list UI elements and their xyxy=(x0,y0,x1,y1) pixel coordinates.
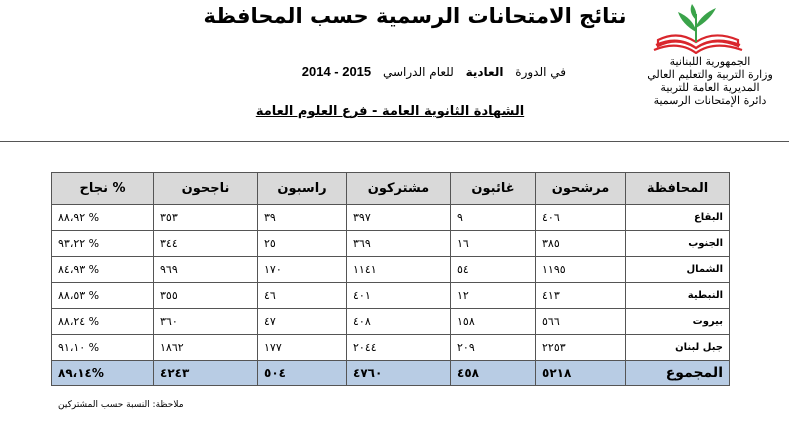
cell-governorate: جبل لبنان xyxy=(626,335,730,361)
org-line-ministry: وزارة التربية والتعليم العالي xyxy=(647,68,773,81)
cell-absent: ١٥٨ xyxy=(451,309,536,335)
table-header-row xyxy=(52,173,730,205)
cell-failed: ٤٧ xyxy=(258,309,347,335)
cell-total-label: المجموع xyxy=(626,361,730,386)
cell-passed: ٣٤٤ xyxy=(154,231,258,257)
table-row xyxy=(52,257,730,283)
organization-block xyxy=(640,55,780,125)
cell-participants: ٤٠١ xyxy=(347,283,451,309)
page-title: نتائج الامتحانات الرسمية حسب المحافظة xyxy=(203,4,627,28)
cell-total-passed: ٤٢٤٣ xyxy=(154,361,258,386)
table-row xyxy=(52,205,730,231)
cell-participants: ٢٠٤٤ xyxy=(347,335,451,361)
table-row xyxy=(52,335,730,361)
cell-failed: ٢٥ xyxy=(258,231,347,257)
footnote: ملاحظة: النسبة حسب المشتركين xyxy=(58,400,184,410)
org-line-republic: الجمهورية اللبنانية xyxy=(669,55,751,68)
cell-pass-rate: % ٨٨،٥٣ xyxy=(52,283,154,309)
cell-total-failed: ٥٠٤ xyxy=(258,361,347,386)
cell-absent: ١٦ xyxy=(451,231,536,257)
table-row xyxy=(52,283,730,309)
col-passed: ناجحون xyxy=(154,173,258,205)
col-pass-rate: % نجاح xyxy=(52,173,154,205)
cell-governorate: البقاع xyxy=(626,205,730,231)
col-governorate: المحافظة xyxy=(626,173,730,205)
cell-candidates: ٤٠٦ xyxy=(536,205,626,231)
cell-passed: ٣٦٠ xyxy=(154,309,258,335)
cell-candidates: ٥٦٦ xyxy=(536,309,626,335)
col-absent: غائبون xyxy=(451,173,536,205)
cell-governorate: الجنوب xyxy=(626,231,730,257)
session-prefix: في الدورة xyxy=(515,65,566,79)
cell-pass-rate: % ٨٨،٩٢ xyxy=(52,205,154,231)
cell-total-participants: ٤٧٦٠ xyxy=(347,361,451,386)
cell-failed: ١٧٠ xyxy=(258,257,347,283)
cell-governorate: الشمال xyxy=(626,257,730,283)
cell-candidates: ٤١٣ xyxy=(536,283,626,309)
total-row xyxy=(52,361,730,386)
ministry-logo xyxy=(652,4,744,54)
cell-total-pass-rate: %٨٩،١٤ xyxy=(52,361,154,386)
academic-year: 2014 - 2015 xyxy=(301,64,372,79)
cell-participants: ٤٠٨ xyxy=(347,309,451,335)
table-row xyxy=(52,309,730,335)
session-line xyxy=(250,64,570,82)
cell-candidates: ٢٢٥٣ xyxy=(536,335,626,361)
col-candidates: مرشحون xyxy=(536,173,626,205)
cell-passed: ٩٦٩ xyxy=(154,257,258,283)
cell-failed: ١٧٧ xyxy=(258,335,347,361)
cell-absent: ٢٠٩ xyxy=(451,335,536,361)
cell-candidates: ١١٩٥ xyxy=(536,257,626,283)
cell-absent: ١٢ xyxy=(451,283,536,309)
cell-governorate: النبطية xyxy=(626,283,730,309)
cell-absent: ٩ xyxy=(451,205,536,231)
org-line-department: دائرة الإمتحانات الرسمية xyxy=(653,94,767,107)
cell-participants: ٣٩٧ xyxy=(347,205,451,231)
cell-absent: ٥٤ xyxy=(451,257,536,283)
cell-participants: ١١٤١ xyxy=(347,257,451,283)
cell-pass-rate: % ٩١،١٠ xyxy=(52,335,154,361)
cell-pass-rate: % ٩٣،٢٢ xyxy=(52,231,154,257)
cell-passed: ٣٥٥ xyxy=(154,283,258,309)
cell-total-candidates: ٥٢١٨ xyxy=(536,361,626,386)
cell-total-absent: ٤٥٨ xyxy=(451,361,536,386)
cell-passed: ١٨٦٢ xyxy=(154,335,258,361)
org-line-directorate: المديرية العامة للتربية xyxy=(660,81,760,94)
col-participants: مشتركون xyxy=(347,173,451,205)
exam-subtitle: الشهادة الثانوية العامة - فرع العلوم العامة xyxy=(255,104,525,119)
cell-participants: ٣٦٩ xyxy=(347,231,451,257)
table-row xyxy=(52,231,730,257)
year-prefix: للعام الدراسي xyxy=(382,65,454,79)
cell-pass-rate: % ٨٨،٢٤ xyxy=(52,309,154,335)
cell-passed: ٣٥٣ xyxy=(154,205,258,231)
separator-line xyxy=(0,141,789,142)
cell-candidates: ٣٨٥ xyxy=(536,231,626,257)
results-table xyxy=(51,172,730,386)
col-failed: راسبون xyxy=(258,173,347,205)
cell-governorate: بيروت xyxy=(626,309,730,335)
cell-failed: ٣٩ xyxy=(258,205,347,231)
cell-failed: ٤٦ xyxy=(258,283,347,309)
cell-pass-rate: % ٨٤،٩٣ xyxy=(52,257,154,283)
session-name: العادية xyxy=(465,65,504,79)
